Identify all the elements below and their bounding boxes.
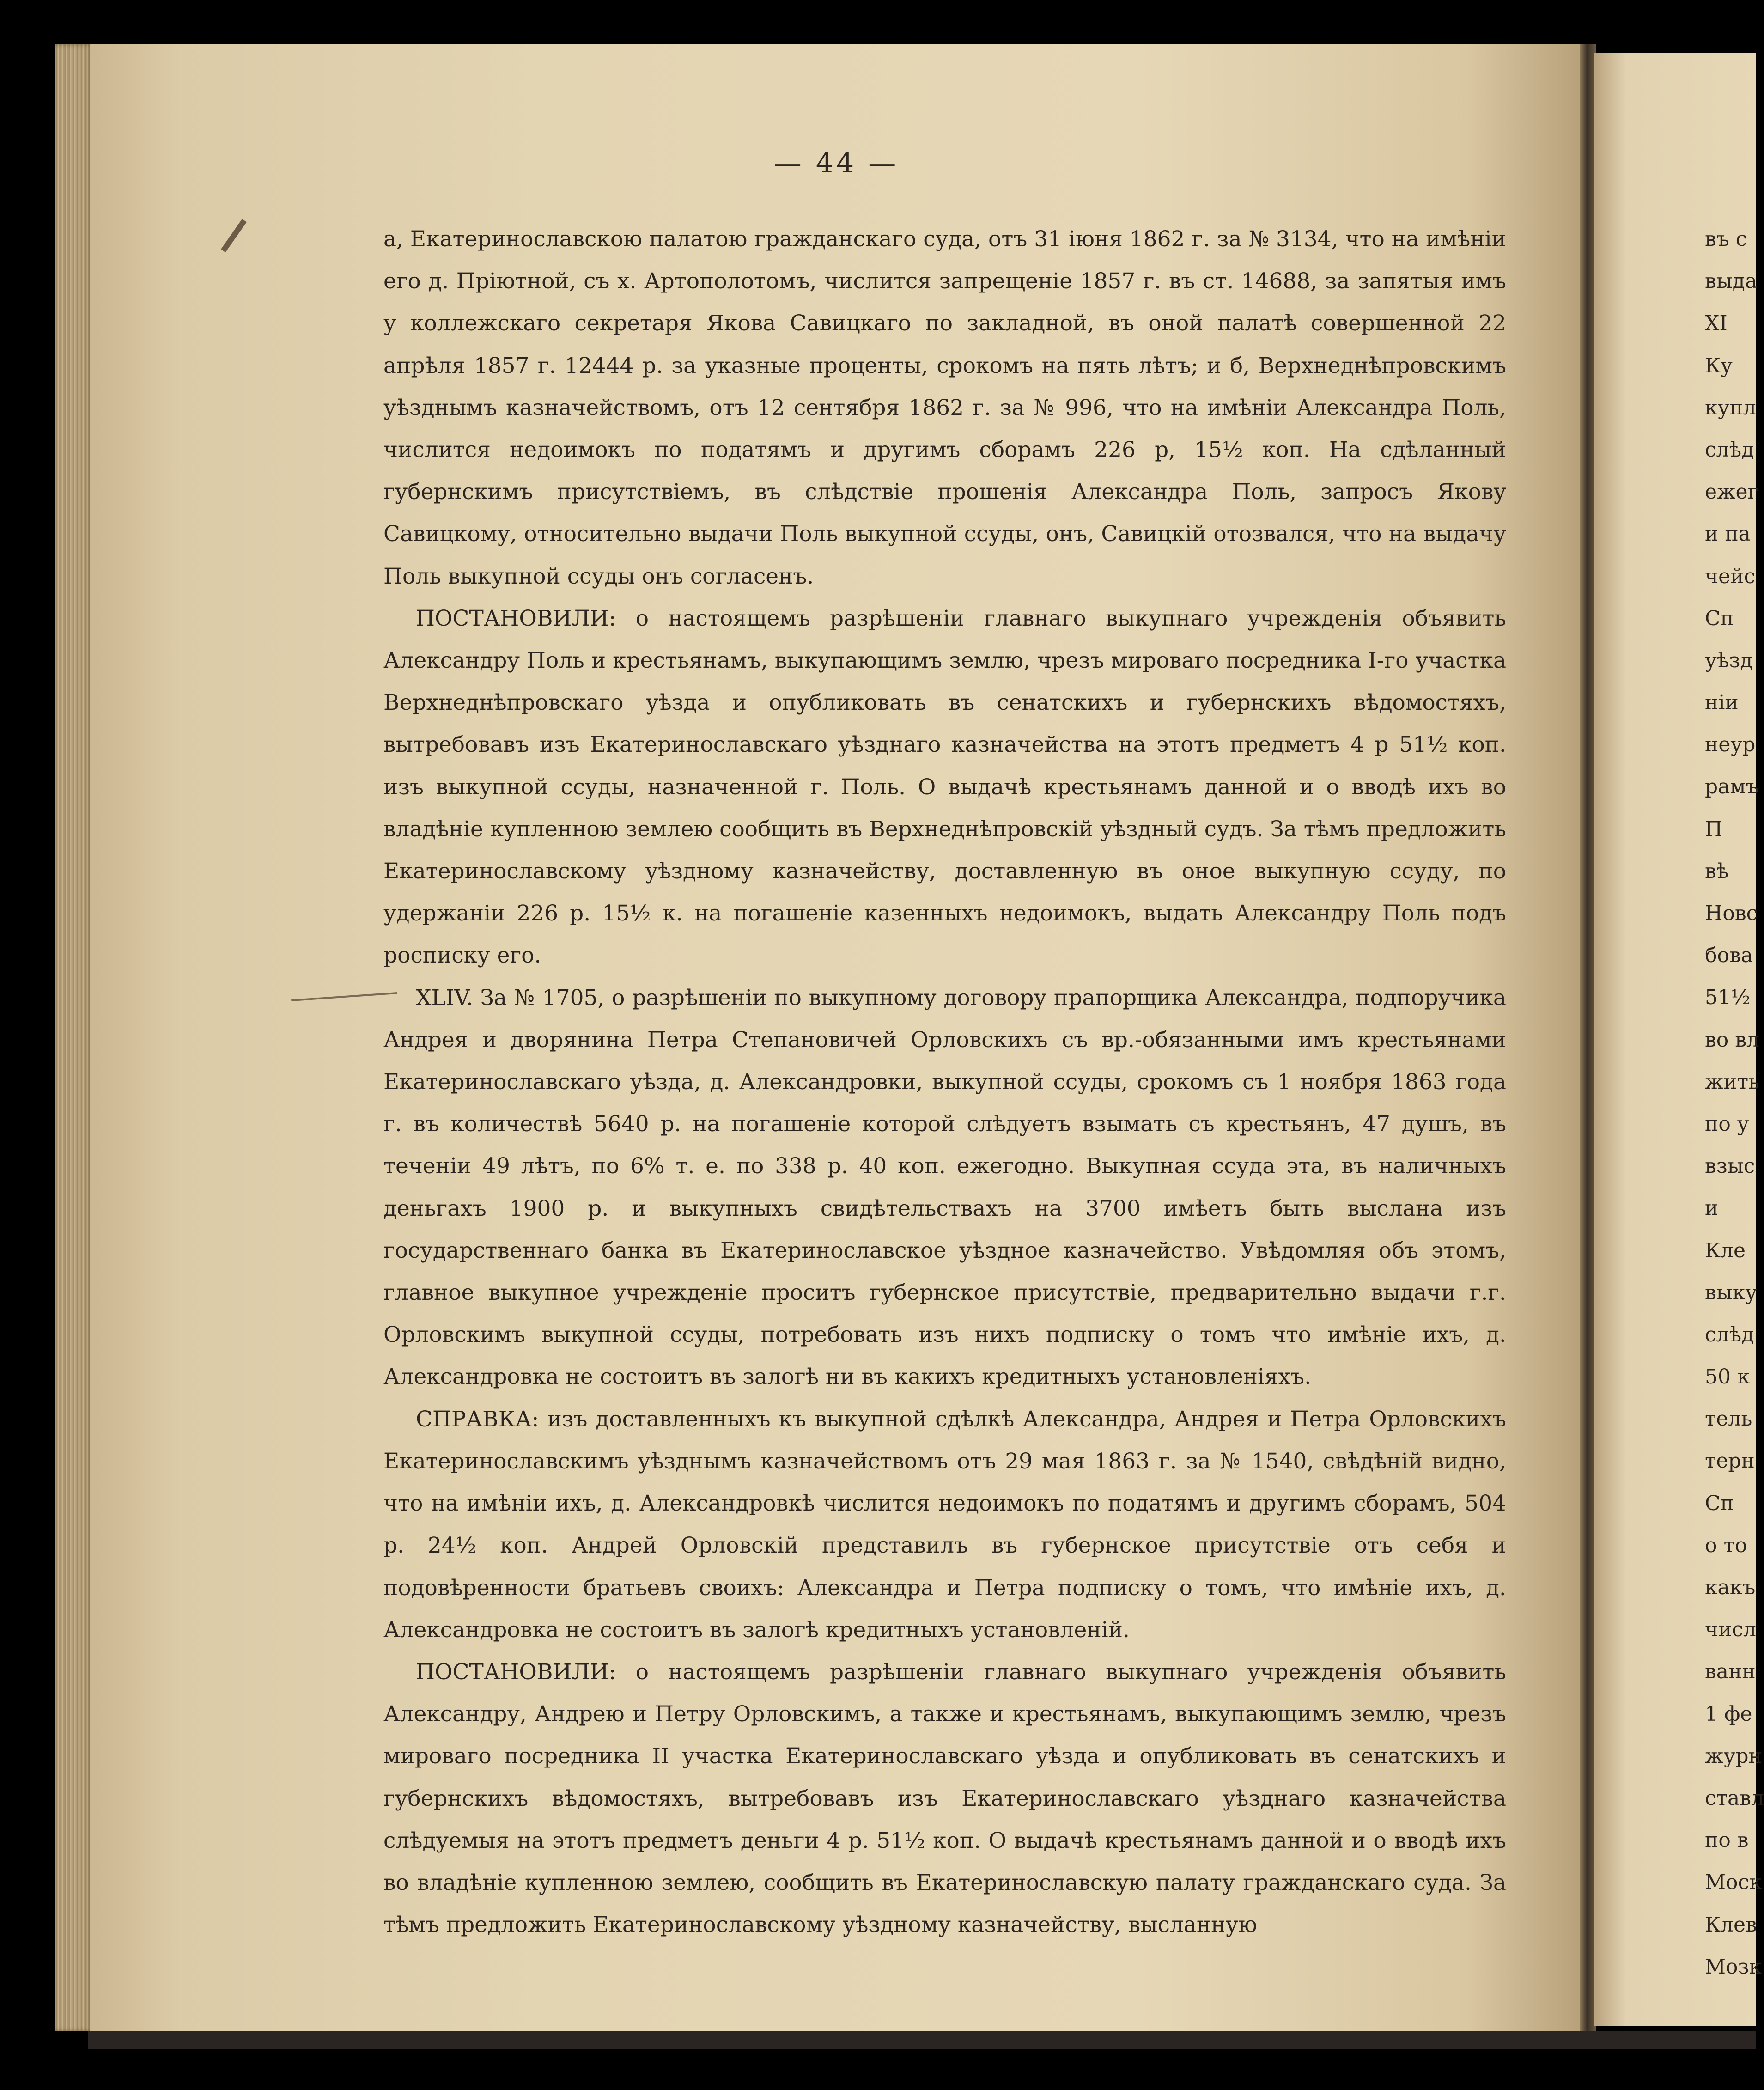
right-page-fragment: въ с [1705,227,1747,251]
right-page-fragment: по в [1705,1828,1749,1852]
page-number: — 44 — [773,147,899,179]
paragraph-2: ПОСТАНОВИЛИ: о настоящемъ разрѣшеніи главнаго выкупнаго учрежденія объявить Александру Поль и крестьянамъ, выкупающимъ землю, чрезъ мироваго посредника I-го участка Верхнеднѣпровскаго уѣзда и опубликовать въ сенатскихъ и губернскихъ вѣдомостяхъ, вытребовавъ изъ Екатеринославскаго уѣзднаго казначейства на этотъ предметъ 4 р 51½ коп. изъ выкупной ссуды, назначенной г. Поль. О выдачѣ крестьянамъ данной и о вводѣ ихъ во владѣніе купленною землею сообщить въ Верхнеднѣпровскій уѣздный судъ. За тѣмъ предложить Екатеринославскому уѣздному казначейству, доставленную въ оное выкупную ссуду, по удержаніи 226 р. 15½ к. на погашеніе казенныхъ недоимокъ, выдать Александру Поль подъ росписку его. [383,605,1506,969]
right-page-fragment: чейс [1705,564,1756,588]
right-page-fragment: 50 к [1705,1365,1750,1389]
right-page-fragment: неур [1705,733,1756,757]
right-page-fragment: слѣд [1705,438,1754,462]
right-page-fragment: XI [1705,311,1728,335]
right-page-fragment: Клев [1705,1913,1757,1937]
right-page-fragment: Мозк [1705,1955,1762,1979]
right-page-fragment: Сп [1705,1491,1734,1515]
right-page-fragment: жить [1705,1070,1760,1094]
right-page-fragment: купл [1705,396,1756,420]
right-page-fragment: о то [1705,1533,1747,1557]
right-page-fragment: ніи [1705,691,1739,715]
paragraph-5: ПОСТАНОВИЛИ: о настоящемъ разрѣшеніи главнаго выкупнаго учрежденія объявить Александру, Андрею и Петру Орловскимъ, а также и крестьянамъ, выкупающимъ землю, чрезъ мироваго посредника II участка Екатеринославскаго уѣзда и опубликовать въ сенатскихъ и губернскихъ вѣдомостяхъ, вытребовавъ изъ Екатеринославскаго уѣзднаго казначейства слѣдуемыя на этотъ предметъ деньги 4 р. 51½ коп. О выдачѣ крестьянамъ данной и о вводѣ ихъ во владѣніе купленною землею, сообщить въ Екатеринославскую палату гражданскаго суда. За тѣмъ предложить Екатеринославскому уѣздному казначейству, высланную [383,1659,1506,1938]
right-page-fragment: тель [1705,1407,1752,1431]
right-page-fragment: 51½ [1705,986,1751,1010]
right-page-text-fragments [1705,218,1764,1988]
paragraph-1: а, Екатеринославскою палатою гражданскаго суда, отъ 31 іюня 1862 г. за № 3134, что на имѣніи его д. Пріютной, съ х. Артополотомъ, числится запрещеніе 1857 г. въ ст. 14688, за запятыя имъ у коллежскаго секретаря Якова Савицкаго по закладной, въ оной палатѣ совершенной 22 апрѣля 1857 г. 12444 р. за указные проценты, срокомъ на пять лѣтъ; и б, Верхнеднѣпровскимъ уѣзднымъ казначействомъ, отъ 12 сентября 1862 г. за № 996, что на имѣніи Александра Поль, числится недоимокъ по податямъ и другимъ сборамъ 226 р, 15½ коп. На сдѣланный губернскимъ присутствіемъ, въ слѣдствіе прошенія Александра Поль, запросъ Якову Савицкому, относительно выдачи Поль выкупной ссуды, онъ, Савицкій отозвался, что на выдачу Поль выкупной ссуды онъ согласенъ. [383,226,1506,589]
right-page-fragment: Новс [1705,902,1758,925]
right-page-fragment: взыс [1705,1154,1755,1178]
right-page-fragment: вѣ [1705,859,1729,883]
paragraph-3: XLIV. За № 1705, о разрѣшеніи по выкупному договору прапорщика Александра, подпоручика Андрея и дворянина Петра Степановичей Орловскихъ съ вр.-обязанными имъ крестьянами Екатеринославскаго уѣзда, д. Александровки, выкупной ссуды, срокомъ съ 1 ноября 1863 года г. въ количествѣ 5640 р. на погашеніе которой слѣдуетъ взымать съ крестьянъ, 47 душъ, въ теченіи 49 лѣтъ, по 6% т. е. по 338 р. 40 коп. ежегодно. Выкупная ссуда эта, въ наличныхъ деньгахъ 1900 р. и выкупныхъ свидѣтельствахъ на 3700 имѣетъ быть выслана изъ государственнаго банка въ Екатеринославское уѣздное казначейство. Увѣдомляя объ этомъ, главное выкупное учрежденіе проситъ губернское присутствіе, предварительно выдачи г.г. Орловскимъ выкупной ссуды, потребовать изъ нихъ подписку о томъ что имѣніе ихъ, д. Александровка не состоитъ въ залогѣ ни въ какихъ кредитныхъ установленіяхъ. [383,985,1506,1390]
right-page-fragment: журн [1705,1744,1762,1768]
right-page-fragment: числ [1705,1618,1757,1642]
right-page-fragment: ставл [1705,1786,1764,1810]
right-page-fragment: П [1705,817,1723,841]
right-page-fragment: рамъ [1705,775,1759,799]
right-page-fragment: по у [1705,1112,1749,1136]
main-text [383,218,1506,1946]
right-page-fragment: ванн [1705,1660,1756,1684]
right-page-fragment: бова [1705,944,1753,968]
right-page-fragment: и [1705,1196,1719,1220]
right-page-fragment: выда [1705,269,1758,293]
right-page-fragment: какъ [1705,1576,1756,1599]
right-page-fragment: Моск [1705,1871,1762,1895]
book-gutter [1580,44,1596,2049]
right-page-fragment: ежег [1705,480,1758,504]
right-page-fragment: Ку [1705,353,1733,378]
right-page-fragment: терн [1705,1449,1755,1473]
right-page-fragment: Кле [1705,1238,1746,1262]
right-page-fragment: во вл [1705,1028,1759,1052]
right-page-fragment: уѣзд [1705,648,1753,672]
paragraph-4: СПРАВКА: изъ доставленныхъ къ выкупной сдѣлкѣ Александра, Андрея и Петра Орловскихъ Екатеринославскимъ уѣзднымъ казначействомъ отъ 29 мая 1863 г. за № 1540, свѣдѣній видно, что на имѣніи ихъ, д. Александровкѣ числится недоимокъ по податямъ и другимъ сборамъ, 504 р. 24½ коп. Андрей Орловскій представилъ въ губернское присутствіе отъ себя и подовѣренности братьевъ своихъ: Александра и Петра подписку о томъ, что имѣніе ихъ, д. Александровка не состоитъ въ залогѣ кредитныхъ установленій. [383,1406,1506,1643]
right-page-fragment: и па [1705,522,1751,546]
right-page-fragment: выку [1705,1280,1758,1304]
right-page-fragment: 1 фе [1705,1702,1752,1726]
right-page-fragment: слѣд [1705,1322,1754,1347]
bottom-strip [88,2031,1756,2049]
page-edges [55,44,92,2031]
right-page-fragment: Сп [1705,606,1734,630]
